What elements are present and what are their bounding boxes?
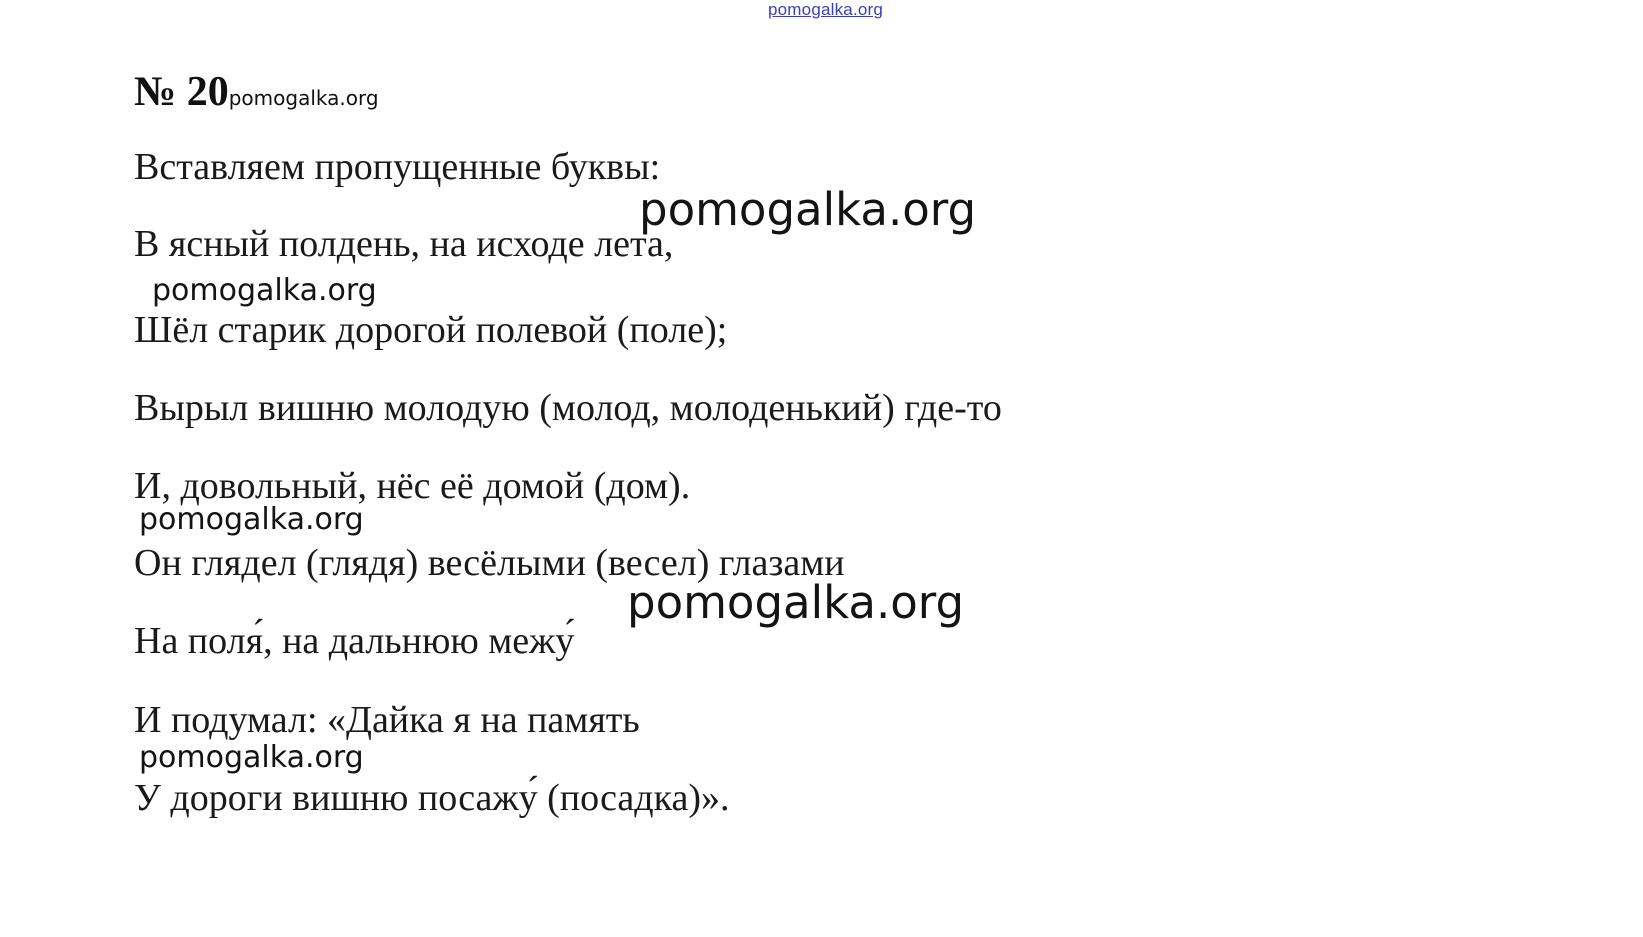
poem-line-3: Вырыл вишню молодую (молод, молоденький) где-то xyxy=(134,387,1002,429)
site-link[interactable]: pomogalka.org xyxy=(768,0,884,19)
poem-line-2: Шёл старик дорогой полевой (поле); xyxy=(134,309,728,351)
poem-line-5: Он глядел (глядя) весёлыми (весел) глазами xyxy=(134,542,845,584)
title-watermark: pomogalka.org xyxy=(228,86,379,110)
watermark-small-3: pomogalka.org xyxy=(139,740,364,775)
watermark-large-2: pomogalka.org xyxy=(627,576,965,629)
exercise-number: № 20 xyxy=(134,69,229,115)
watermark-large-1: pomogalka.org xyxy=(639,183,977,236)
watermark-small-1: pomogalka.org xyxy=(152,273,377,308)
watermark-small-2: pomogalka.org xyxy=(139,502,364,537)
exercise-title xyxy=(134,68,379,116)
poem-line-1: В ясный полдень, на исходе лета, xyxy=(134,223,674,265)
poem-line-6: На поля́, на дальнюю межу́ xyxy=(134,620,575,662)
poem-line-8: У дороги вишню посажу́ (посадка)». xyxy=(134,777,730,819)
intro-text: Вставляем пропущенные буквы: xyxy=(134,146,661,188)
poem-line-4: И, довольный, нёс её домой (дом). xyxy=(134,465,691,507)
poem-line-7: И подумал: «Дайка я на память xyxy=(134,699,640,741)
